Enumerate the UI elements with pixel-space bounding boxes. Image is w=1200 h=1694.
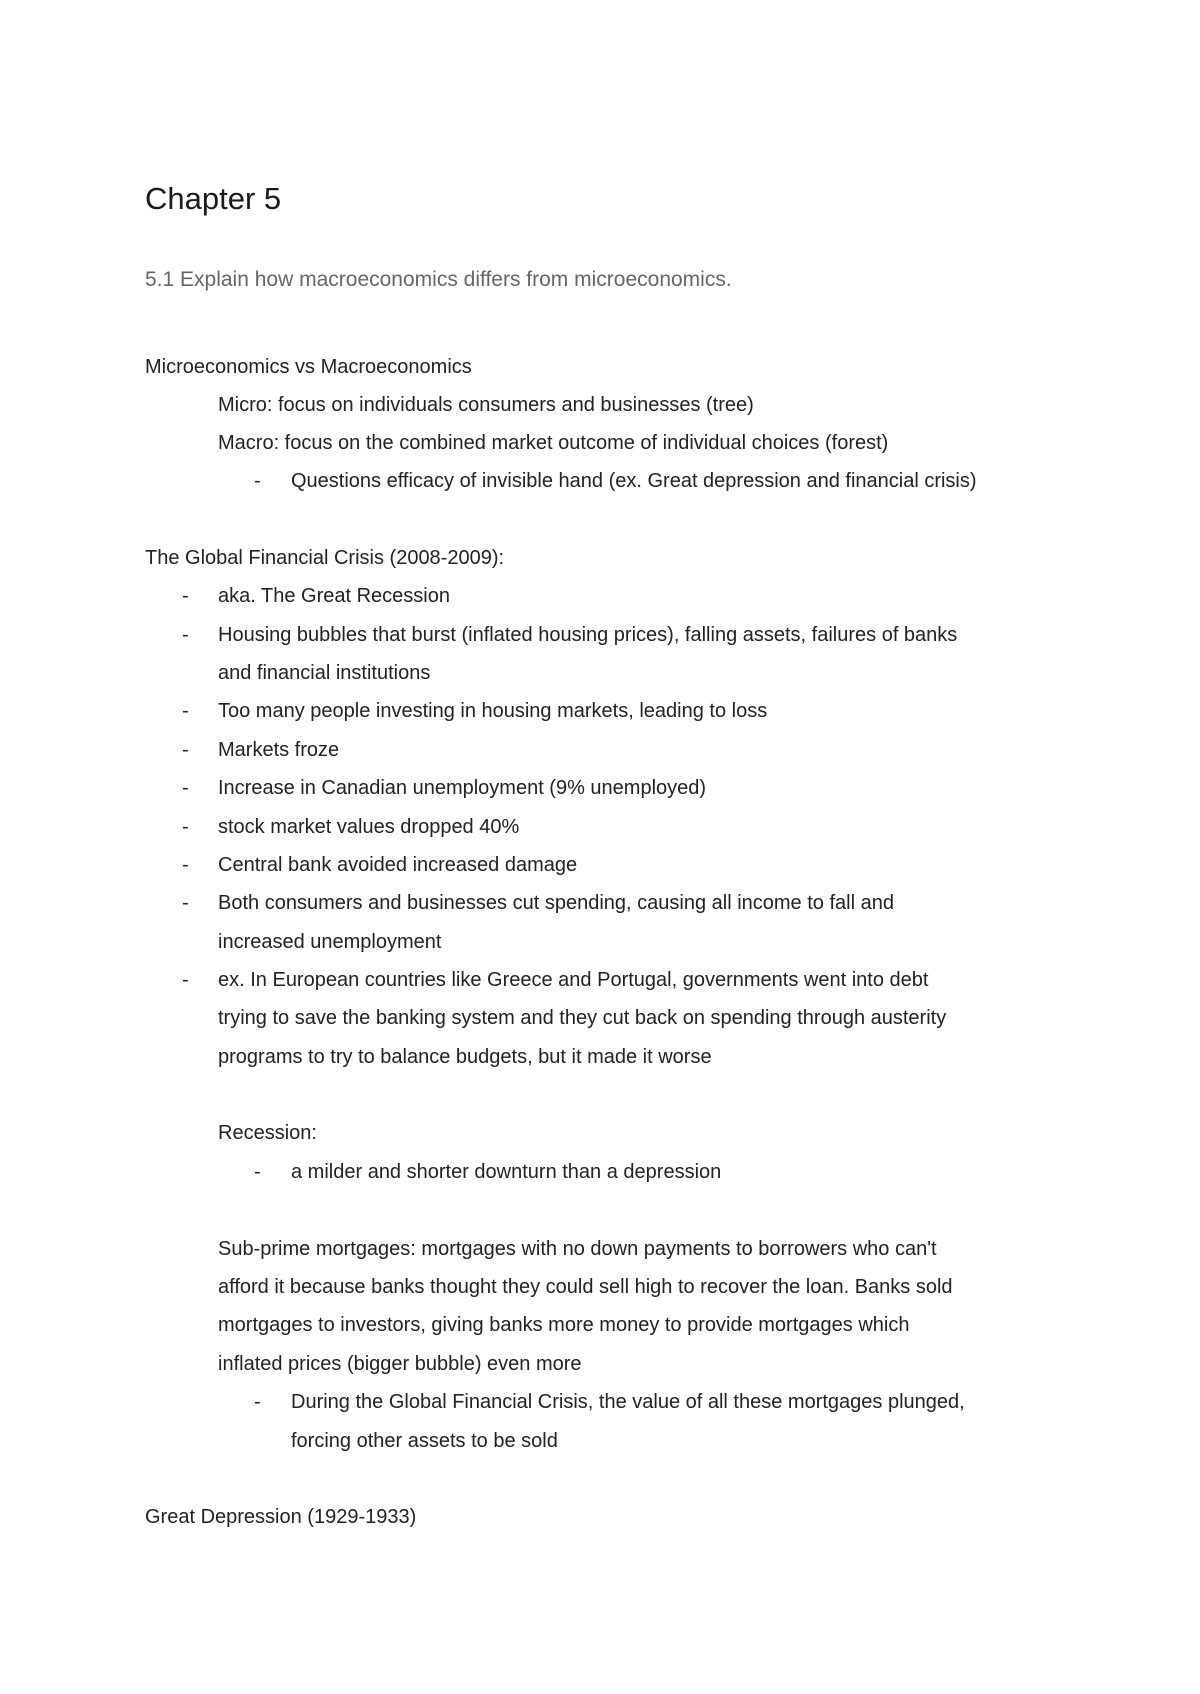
bullet-dash: - [254, 1161, 261, 1183]
bullet-dash: - [182, 969, 189, 991]
list-item: Too many people investing in housing markets, leading to loss [218, 700, 768, 722]
list-item: Central bank avoided increased damage [218, 854, 578, 876]
list-item: Increase in Canadian unemployment (9% unemployed) [218, 777, 707, 799]
page-title: Chapter 5 [145, 181, 282, 216]
great-depression-heading: Great Depression (1929-1933) [145, 1506, 417, 1528]
list-item: Housing bubbles that burst (inflated housing prices), falling assets, failures of banks [218, 624, 958, 646]
recession-heading: Recession: [218, 1122, 317, 1144]
section-subtitle: 5.1 Explain how macroeconomics differs from microeconomics. [145, 268, 732, 291]
bullet-dash: - [254, 1391, 261, 1413]
list-item: stock market values dropped 40% [218, 816, 520, 838]
bullet-dash: - [182, 700, 189, 722]
list-item: Markets froze [218, 739, 340, 761]
list-item-continuation: trying to save the banking system and they cut back on spending through austerity [218, 1007, 947, 1029]
list-item: Both consumers and businesses cut spending, causing all income to fall and [218, 892, 894, 914]
subprime-bullet: During the Global Financial Crisis, the value of all these mortgages plunged, [291, 1391, 965, 1413]
bullet-dash: - [182, 777, 189, 799]
macro-bullet: Questions efficacy of invisible hand (ex. Great depression and financial crisis) [291, 470, 977, 492]
subprime-paragraph-line: afford it because banks thought they could sell high to recover the loan. Banks sold [218, 1276, 953, 1298]
list-item-continuation: and financial institutions [218, 662, 431, 684]
bullet-dash: - [182, 739, 189, 761]
list-item-continuation: increased unemployment [218, 931, 442, 953]
bullet-dash: - [182, 816, 189, 838]
bullet-dash: - [254, 470, 261, 492]
subprime-bullet-continuation: forcing other assets to be sold [291, 1430, 558, 1452]
bullet-dash: - [182, 892, 189, 914]
recession-bullet: a milder and shorter downturn than a depression [291, 1161, 722, 1183]
subprime-paragraph-line: Sub-prime mortgages: mortgages with no down payments to borrowers who can't [218, 1238, 937, 1260]
list-item-continuation: programs to try to balance budgets, but it made it worse [218, 1046, 712, 1068]
list-item: aka. The Great Recession [218, 585, 450, 607]
micro-definition: Micro: focus on individuals consumers and businesses (tree) [218, 394, 754, 416]
bullet-dash: - [182, 585, 189, 607]
subprime-paragraph-line: mortgages to investors, giving banks more money to provide mortgages which [218, 1314, 910, 1336]
gfc-heading: The Global Financial Crisis (2008-2009): [145, 547, 505, 569]
list-item: ex. In European countries like Greece and Portugal, governments went into debt [218, 969, 929, 991]
bullet-dash: - [182, 854, 189, 876]
macro-definition: Macro: focus on the combined market outcome of individual choices (forest) [218, 432, 889, 454]
micro-macro-heading: Microeconomics vs Macroeconomics [145, 356, 472, 378]
bullet-dash: - [182, 624, 189, 646]
subprime-paragraph-line: inflated prices (bigger bubble) even more [218, 1353, 582, 1375]
